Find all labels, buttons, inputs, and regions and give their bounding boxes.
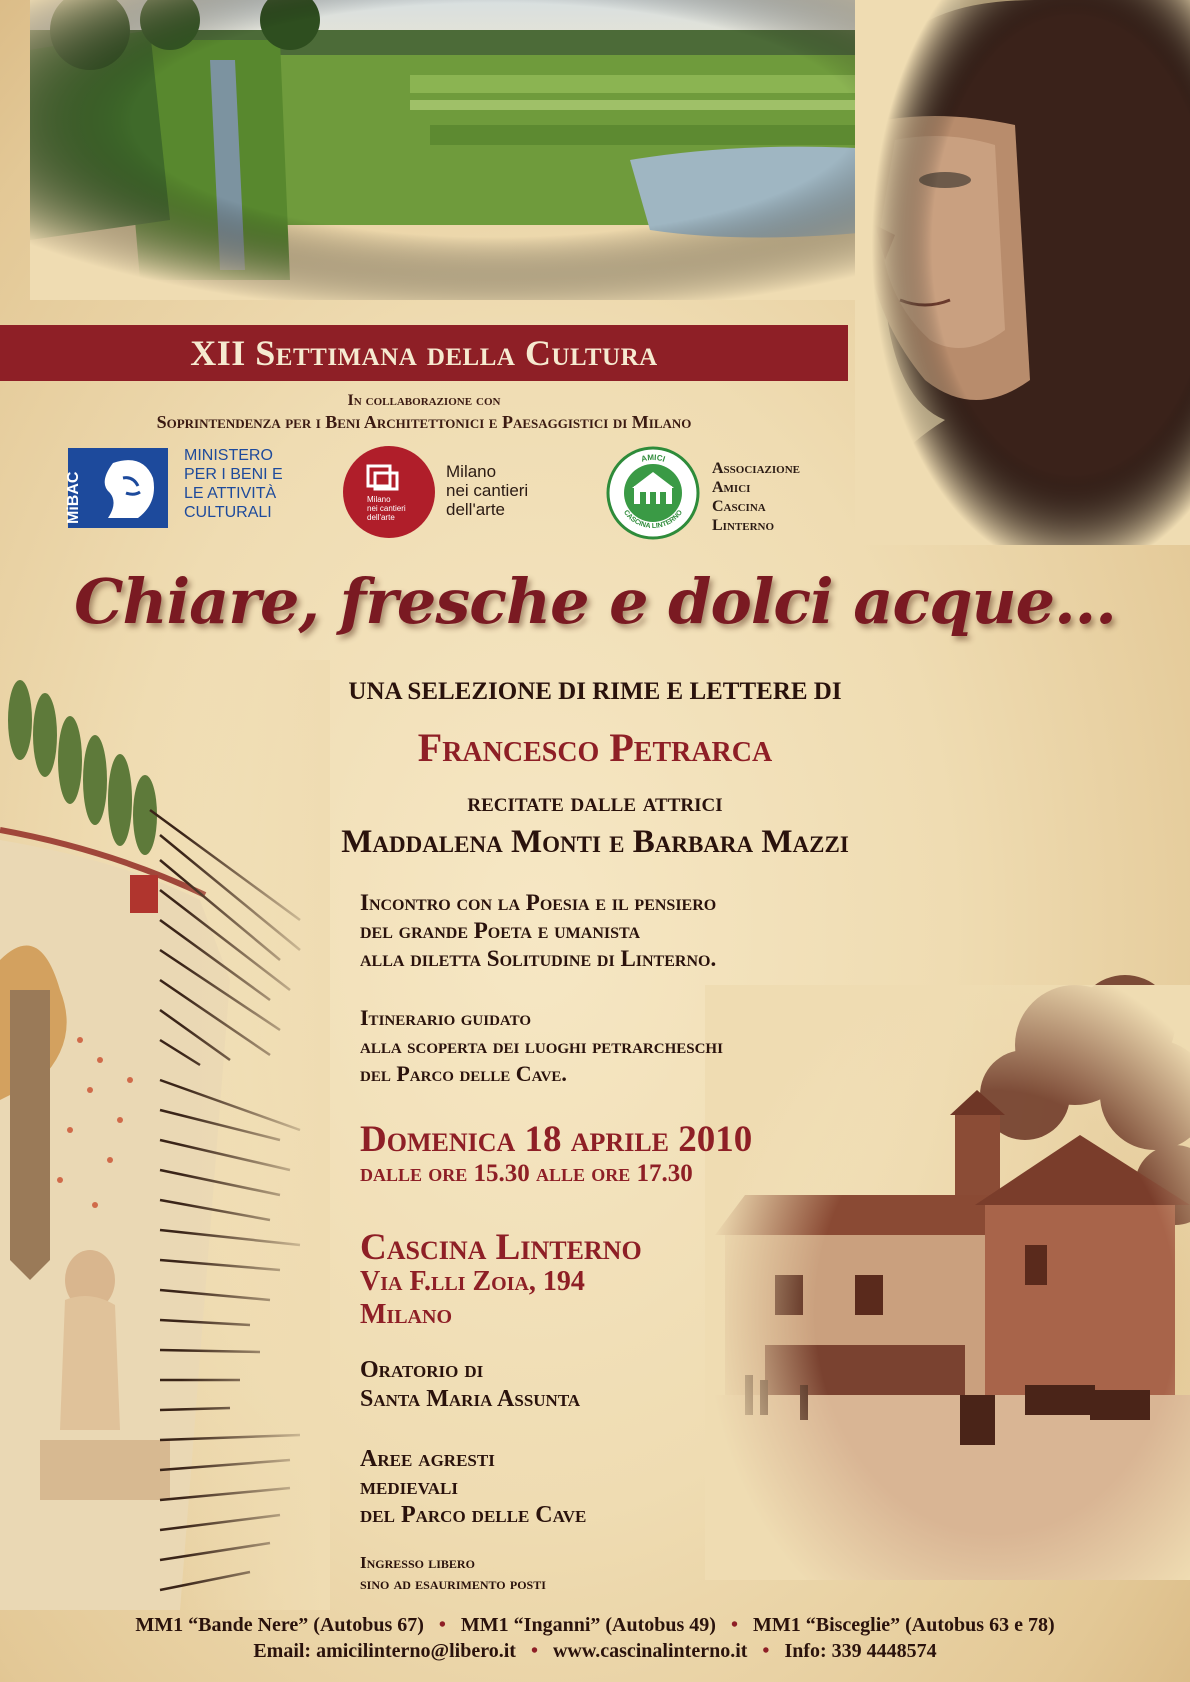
oratorio-line: Oratorio di <box>360 1357 484 1383</box>
location-name: Cascina Linterno <box>360 1227 642 1268</box>
milano-cantieri-text <box>446 462 528 519</box>
milano-line: dell'arte <box>446 500 506 519</box>
assoc-ring-bottom: CASCINA LINTERNO <box>621 509 685 531</box>
intro-line: UNA SELEZIONE DI RIME E LETTERE DI <box>348 678 842 705</box>
mibac-line: CULTURALI <box>184 504 272 521</box>
contact-website: www.cascinalinterno.it <box>552 1640 748 1662</box>
transport-item: MM1 “Bisceglie” (Autobus 63 e 78) <box>752 1614 1055 1636</box>
itinerario-line: alla scoperta dei luoghi petrarcheschi <box>360 1033 723 1058</box>
milano-badge-line: nei cantieri <box>367 504 406 513</box>
incontro-line: del grande Poeta e umanista <box>360 918 641 943</box>
contact-email: Email: amicilinterno@libero.it <box>253 1640 516 1662</box>
assoc-line: Associazione <box>712 460 800 477</box>
location-street: Via F.lli Zoia, 194 <box>360 1266 585 1297</box>
mibac-logo-abbr: MiBAC <box>65 471 82 524</box>
mibac-line: LE ATTIVITÀ <box>184 485 277 502</box>
collaboration-partner: Soprintendenza per i Beni Architettonici e Paesaggistici di Milano <box>156 412 692 432</box>
contact-info <box>0 1640 1190 1663</box>
assoc-line: Linterno <box>712 517 775 534</box>
milano-badge-line: dell'arte <box>367 513 395 522</box>
mibac-logo <box>65 448 168 528</box>
oratorio-line: Santa Maria Assunta <box>360 1386 581 1412</box>
incontro-line: Incontro con la Poesia e il pensiero <box>360 890 717 915</box>
location-city: Milano <box>360 1299 452 1330</box>
itinerario-line: del Parco delle Cave. <box>360 1061 567 1086</box>
collaboration-intro: In collaborazione con <box>347 392 501 409</box>
transport-item: MM1 “Bande Nere” (Autobus 67) <box>135 1614 424 1636</box>
mibac-line: MINISTERO <box>184 447 273 464</box>
milano-badge-line: Milano <box>367 495 391 504</box>
cascina-engraving <box>705 985 1190 1580</box>
assoc-line: Cascina <box>712 498 766 515</box>
associazione-text <box>712 459 800 535</box>
mibac-logo-text <box>184 446 283 522</box>
title-banner <box>0 325 848 381</box>
landscape-image <box>30 0 960 300</box>
itinerario-line: Itinerario guidato <box>360 1005 532 1030</box>
milano-cantieri-logo <box>343 446 435 538</box>
contact-phone: Info: 339 4448574 <box>784 1640 937 1662</box>
ingresso-line: Ingresso libero <box>360 1553 475 1572</box>
bullet-icon: • <box>762 1640 770 1662</box>
assoc-ring-top: AMICI <box>640 452 667 464</box>
banner-title: XII Settimana della Cultura <box>190 333 658 373</box>
transport-info <box>0 1614 1190 1637</box>
ingresso-line: sino ad esaurimento posti <box>360 1574 546 1593</box>
assoc-line: Amici <box>712 479 751 496</box>
event-date: Domenica 18 aprile 2010 <box>360 1119 753 1160</box>
milano-line: Milano <box>446 462 497 481</box>
transport-item: MM1 “Inganni” (Autobus 49) <box>460 1614 716 1636</box>
bullet-icon: • <box>438 1614 446 1636</box>
author-name: Francesco Petrarca <box>417 725 773 770</box>
manuscript-illustration <box>0 660 330 1610</box>
aree-line: medievali <box>360 1474 458 1500</box>
bullet-icon: • <box>530 1640 538 1662</box>
incontro-line: alla diletta Solitudine di Linterno. <box>360 946 717 971</box>
aree-line: Aree agresti <box>360 1446 495 1472</box>
bullet-icon: • <box>730 1614 738 1636</box>
petrarca-portrait <box>855 0 1190 545</box>
milano-line: nei cantieri <box>446 481 529 500</box>
main-title: Chiare, fresche e dolci acque... <box>74 565 1116 638</box>
associazione-logo <box>606 446 700 540</box>
event-time: dalle ore 15.30 alle ore 17.30 <box>360 1160 693 1187</box>
mibac-line: PER I BENI E <box>184 466 283 483</box>
aree-line: del Parco delle Cave <box>360 1502 587 1528</box>
recited-by-line: recitate dalle attrici <box>467 787 723 817</box>
actors-names: Maddalena Monti e Barbara Mazzi <box>341 824 849 860</box>
